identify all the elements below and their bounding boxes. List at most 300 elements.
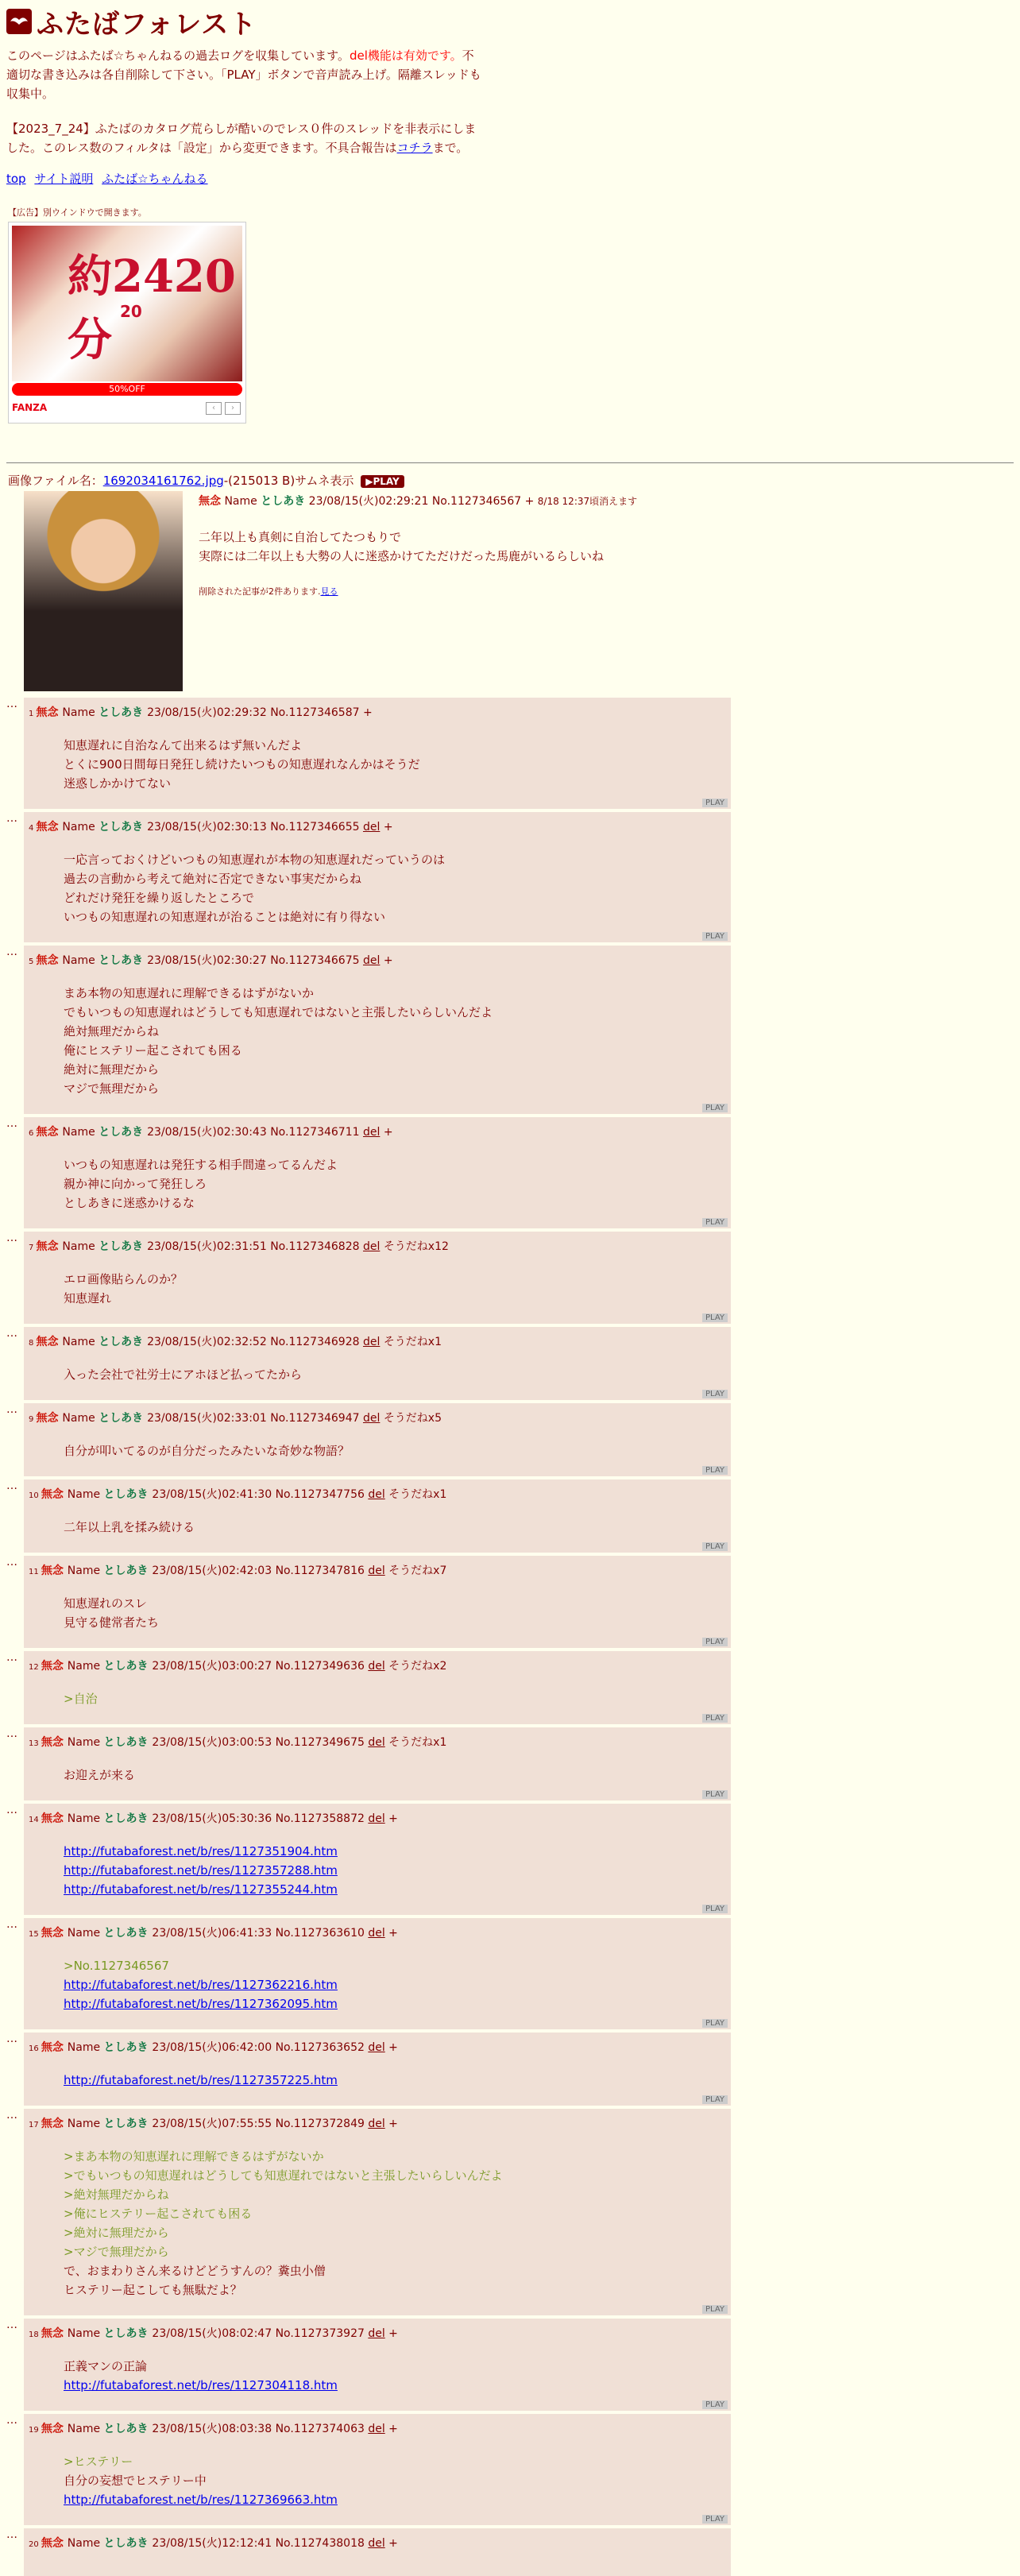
reply-body	[64, 1766, 135, 1785]
reply-line: まあ本物の知恵遅れに理解できるはずがないか	[64, 986, 315, 1000]
reply-name: としあき	[99, 821, 148, 834]
reply-name: としあき	[103, 2118, 153, 2130]
reply-post	[6, 1918, 731, 2029]
op-number[interactable]: No.1127346567	[431, 495, 522, 508]
reply-play-button[interactable]: PLAY	[702, 1905, 728, 1913]
reply-datetime: 23/08/15(火)07:55:55	[152, 2118, 276, 2130]
reply-play-button[interactable]: PLAY	[702, 1313, 728, 1322]
reply-play-button[interactable]: PLAY	[702, 2305, 728, 2314]
reply-datetime: 23/08/15(火)02:33:01	[147, 1412, 271, 1425]
reply-line: 絶対に無理だから	[64, 1062, 160, 1077]
reply-link[interactable]: http://futabaforest.net/b/res/1127351904.htm	[64, 1844, 338, 1859]
reply-number[interactable]: No.1127346828	[270, 1240, 363, 1253]
del-link[interactable]: del	[362, 954, 381, 967]
reply-subject: 無念	[41, 2423, 68, 2435]
reply-name-label: Name	[67, 2537, 104, 2550]
reply-index: 8	[29, 1339, 37, 1348]
reply-meta	[29, 2039, 398, 2055]
soudane-count[interactable]: そうだねx7	[388, 1565, 447, 1577]
ad-headline: 約2420分	[68, 250, 236, 366]
reply-meta	[29, 1333, 442, 1349]
reply-subject: 無念	[36, 954, 63, 967]
reply-plus[interactable]: +	[388, 2537, 398, 2550]
reply-name: としあき	[99, 1126, 148, 1139]
reply-name-label: Name	[67, 1927, 104, 1940]
del-link[interactable]: del	[368, 2537, 385, 2550]
reply-post	[6, 2414, 731, 2525]
reply-quote: >ヒステリー	[64, 2454, 133, 2469]
reply-datetime: 23/08/15(火)03:00:53	[152, 1736, 276, 1749]
soudane-count[interactable]: そうだねx1	[383, 1336, 442, 1348]
reply-name-label: Name	[62, 954, 99, 967]
reply-name-label: Name	[67, 2327, 104, 2340]
del-link[interactable]: del	[368, 1660, 385, 1673]
reply-post	[6, 1727, 731, 1800]
op-datetime: 23/08/15(火)02:29:21	[308, 495, 429, 508]
reply-index: 14	[29, 1816, 41, 1824]
reply-body	[64, 1441, 350, 1460]
reply-subject: 無念	[41, 1736, 68, 1749]
soudane-count[interactable]: そうだねx2	[388, 1660, 447, 1673]
op-body-line: 二年以上も真剣に自治してたつもりで	[199, 530, 402, 544]
soudane-count[interactable]: そうだねx5	[383, 1412, 442, 1425]
intro2-text: 【2023_7_24】ふたばのカタログ荒らしが酷いのでレス０件のスレッドを非表示にしました。このレス数のフィルタは「設定」から変更できます。不具合報告は	[6, 122, 477, 155]
reply-plus[interactable]: +	[383, 821, 393, 834]
reply-post	[6, 698, 731, 809]
reply-name: としあき	[99, 1412, 148, 1425]
reply-play-button[interactable]: PLAY	[702, 1466, 728, 1475]
reply-name-label: Name	[67, 2118, 104, 2130]
reply-quote: >自治	[64, 1692, 98, 1706]
reply-body	[64, 2147, 503, 2299]
reply-quote: >まあ本物の知恵遅れに理解できるはずがないか	[64, 2149, 324, 2164]
reply-dots: …	[6, 2319, 17, 2331]
reply-meta	[29, 1810, 398, 1826]
reply-quote: >No.1127346567	[64, 1959, 169, 1973]
reply-body	[64, 1270, 183, 1308]
op-subject: 無念	[199, 495, 221, 508]
reply-dots: …	[6, 946, 17, 958]
reply-line: 入った会社で社労士にアホほど払ってたから	[64, 1367, 303, 1382]
reply-datetime: 23/08/15(火)02:32:52	[147, 1336, 271, 1348]
reply-subject: 無念	[36, 1336, 63, 1348]
reply-dots: …	[6, 812, 17, 825]
reply-link[interactable]: http://futabaforest.net/b/res/1127357225.htm	[64, 2073, 338, 2087]
reply-dots: …	[6, 1918, 17, 1931]
reply-line: マジで無理だから	[64, 1081, 160, 1096]
ad-next-icon[interactable]: ›	[225, 402, 241, 415]
reply-dots: …	[6, 2033, 17, 2045]
reply-play-button[interactable]: PLAY	[702, 799, 728, 807]
reply-index: 11	[29, 1568, 41, 1576]
reply-line: お迎えが来る	[64, 1768, 136, 1782]
reply-body	[64, 2452, 338, 2509]
reply-line: 知恵遅れに自治なんて出来るはず無いんだよ	[64, 738, 303, 752]
reply-dots: …	[6, 2109, 17, 2122]
del-link[interactable]: del	[368, 2327, 385, 2340]
reply-play-button[interactable]: PLAY	[702, 1218, 728, 1227]
reply-plus[interactable]: +	[383, 954, 393, 967]
reply-index: 10	[29, 1491, 41, 1500]
reply-number[interactable]: No.1127363610	[275, 1927, 369, 1940]
ad-prev-icon[interactable]: ‹	[206, 402, 222, 415]
del-link[interactable]: del	[368, 2041, 385, 2054]
file-label: 画像ファイル名：	[8, 474, 103, 488]
reply-post	[6, 1804, 731, 1915]
reply-dots: …	[6, 1804, 17, 1816]
reply-datetime: 23/08/15(火)06:42:00	[152, 2041, 276, 2054]
reply-name: としあき	[103, 1565, 153, 1577]
del-link[interactable]: del	[368, 1565, 385, 1577]
reply-datetime: 23/08/15(火)03:00:27	[152, 1660, 276, 1673]
reply-line: 自分が叩いてるのが自分だったみたいな奇妙な物語？	[64, 1444, 350, 1458]
reply-index: 9	[29, 1415, 37, 1424]
del-link[interactable]: del	[362, 1412, 381, 1425]
intro1-text-2: 不適切な書き込みは各自削除して下さい。「PLAY」ボタンで音声読み上げ。隔離スレッドも収集中。	[6, 48, 481, 101]
reply-number[interactable]: No.1127347756	[275, 1488, 369, 1501]
reply-meta	[29, 2115, 398, 2131]
reply-play-button[interactable]: PLAY	[702, 1104, 728, 1112]
reply-datetime: 23/08/15(火)02:42:03	[152, 1565, 276, 1577]
reply-body	[64, 2357, 338, 2395]
reply-subject: 無念	[36, 821, 63, 834]
reply-play-button[interactable]: PLAY	[702, 1390, 728, 1398]
reply-link[interactable]: http://futabaforest.net/b/res/1127362095.htm	[64, 1997, 338, 2011]
reply-play-button[interactable]: PLAY	[702, 1714, 728, 1723]
reply-index: 7	[29, 1244, 37, 1252]
report-link[interactable]: コチラ	[396, 141, 433, 155]
reply-number[interactable]: No.1127374063	[275, 2423, 369, 2435]
reply-body	[64, 1365, 302, 1384]
reply-number[interactable]: No.1127346587	[270, 706, 363, 719]
reply-dots: …	[6, 698, 17, 710]
reply-name: としあき	[103, 1927, 153, 1940]
reply-line: 俺にヒステリー起こされても困る	[64, 1043, 242, 1058]
reply-plus[interactable]: +	[388, 2423, 398, 2435]
reply-plus[interactable]: +	[383, 1126, 393, 1139]
reply-number[interactable]: No.1127346928	[270, 1336, 363, 1348]
file-name-link[interactable]: 1692034161762.jpg	[102, 474, 224, 488]
reply-post	[6, 1479, 731, 1553]
reply-post	[6, 1232, 731, 1324]
intro1-text: このページはふたば☆ちゃんねるの過去ログを収集しています。	[6, 48, 350, 63]
reply-number[interactable]: No.1127349636	[275, 1660, 369, 1673]
del-link[interactable]: del	[368, 1488, 385, 1501]
reply-link[interactable]: http://futabaforest.net/b/res/1127369663.htm	[64, 2493, 338, 2507]
reply-name: としあき	[103, 1736, 153, 1749]
del-link[interactable]: del	[368, 1736, 385, 1749]
soudane-count[interactable]: そうだねx1	[388, 1488, 447, 1501]
reply-name: としあき	[99, 706, 148, 719]
ad-banner[interactable]	[8, 222, 246, 424]
op-play-button[interactable]: ▶PLAY	[361, 475, 404, 488]
reply-play-button[interactable]: PLAY	[702, 2095, 728, 2104]
reply-meta	[29, 2325, 398, 2341]
reply-datetime: 23/08/15(火)08:02:47	[152, 2327, 276, 2340]
reply-line: いつもの知恵遅れは発狂する相手間違ってるんだよ	[64, 1158, 338, 1172]
reply-number[interactable]: No.1127347816	[275, 1565, 369, 1577]
reply-dots: …	[6, 1232, 17, 1244]
reply-body	[64, 984, 493, 1098]
reply-body	[64, 1689, 98, 1708]
reply-name-label: Name	[62, 1126, 99, 1139]
reply-name: としあき	[103, 1488, 153, 1501]
reply-number[interactable]: No.1127372849	[275, 2118, 369, 2130]
ad-image[interactable]	[12, 226, 242, 381]
reply-datetime: 23/08/15(火)02:30:43	[147, 1126, 271, 1139]
op-name: としあき	[261, 495, 306, 508]
reply-subject: 無念	[36, 1240, 63, 1253]
reply-meta	[29, 1238, 449, 1254]
reply-plus[interactable]: +	[362, 706, 373, 719]
reply-datetime: 23/08/15(火)02:30:27	[147, 954, 271, 967]
reply-index: 1	[29, 710, 37, 718]
deleted-note-text: 削除された記事が2件あります.	[199, 586, 321, 597]
reply-datetime: 23/08/15(火)08:03:38	[152, 2423, 276, 2435]
reply-name: としあき	[99, 1240, 148, 1253]
reply-line: 正義マンの正論	[64, 2359, 148, 2373]
reply-line: 迷惑しかかけてない	[64, 776, 172, 791]
intro-paragraph-1	[6, 46, 483, 103]
reply-name: としあき	[103, 2041, 153, 2054]
deleted-view-link[interactable]: 見る	[320, 586, 338, 597]
reply-number[interactable]: No.1127373927	[275, 2327, 369, 2340]
reply-body	[64, 1956, 338, 2013]
deleted-note	[199, 585, 755, 598]
reply-dots: …	[6, 1327, 17, 1340]
reply-line: で、おまわりさん来るけどどうすんの？糞虫小僧	[64, 2264, 326, 2278]
reply-number[interactable]: No.1127346711	[270, 1126, 363, 1139]
reply-name-label: Name	[67, 2423, 104, 2435]
reply-dots: …	[6, 2528, 17, 2541]
site-header	[0, 0, 1020, 41]
reply-meta	[29, 2420, 398, 2436]
op-plus[interactable]: +	[524, 495, 535, 508]
del-link[interactable]: del	[362, 1240, 381, 1253]
reply-post	[6, 1327, 731, 1400]
ad-sale-bar[interactable]: 50%OFF	[12, 383, 242, 396]
reply-index: 5	[29, 957, 37, 966]
reply-number[interactable]: No.1127346947	[270, 1412, 363, 1425]
reply-index: 4	[29, 824, 37, 833]
reply-post	[6, 1651, 731, 1724]
reply-index: 16	[29, 2044, 41, 2053]
reply-datetime: 23/08/15(火)02:41:30	[152, 1488, 276, 1501]
reply-datetime: 23/08/15(火)05:30:36	[152, 1812, 276, 1825]
reply-name-label: Name	[62, 1336, 99, 1348]
reply-body	[64, 1842, 338, 1899]
reply-line: 一応言っておくけどいつもの知恵遅れが本物の知恵遅れだっていうのは	[64, 853, 446, 867]
reply-post	[6, 2033, 731, 2106]
reply-subject: 無念	[41, 2327, 68, 2340]
reply-name-label: Name	[67, 1812, 104, 1825]
reply-index: 20	[29, 2540, 41, 2549]
reply-dots: …	[6, 1117, 17, 1130]
reply-line: 見守る健常者たち	[64, 1615, 160, 1630]
reply-meta	[29, 704, 373, 720]
reply-name-label: Name	[62, 706, 99, 719]
del-link[interactable]: del	[368, 1812, 385, 1825]
reply-name: としあき	[99, 1336, 148, 1348]
reply-link[interactable]: http://futabaforest.net/b/res/1127357288.htm	[64, 1863, 338, 1878]
reply-line: 過去の言動から考えて絶対に否定できない事実だからね	[64, 872, 362, 886]
nav-futaba-link[interactable]: ふたば☆ちゃんねる	[102, 172, 208, 186]
reply-post	[6, 1117, 731, 1228]
intro-text	[0, 38, 489, 157]
reply-post	[6, 2109, 731, 2315]
reply-index: 18	[29, 2330, 41, 2339]
reply-index: 19	[29, 2426, 41, 2435]
reply-line: でもいつもの知恵遅れはどうしても知恵遅れではないと主張したいらしいんだよ	[64, 1005, 493, 1019]
reply-subject: 無念	[41, 2537, 68, 2550]
reply-subject: 無念	[36, 1126, 63, 1139]
reply-body	[64, 850, 445, 926]
reply-plus[interactable]: +	[388, 2041, 398, 2054]
reply-line: ヒステリー起こしても無駄だよ？	[64, 2283, 242, 2297]
nav-top-link[interactable]: top	[6, 172, 26, 186]
del-link[interactable]: del	[362, 1126, 381, 1139]
reply-link[interactable]: http://futabaforest.net/b/res/1127355244.htm	[64, 1882, 338, 1897]
reply-post	[6, 1403, 731, 1476]
del-link[interactable]: del	[368, 2118, 385, 2130]
reply-number[interactable]: No.1127358872	[275, 1812, 369, 1825]
reply-name-label: Name	[67, 1736, 104, 1749]
op-body-line: 実際には二年以上も大勢の人に迷惑かけてただけだった馬鹿がいるらしいね	[199, 549, 605, 563]
site-title: ふたばフォレスト	[37, 8, 257, 41]
intro-paragraph-2	[6, 119, 483, 157]
reply-name-label: Name	[67, 1660, 104, 1673]
file-size: -(215013 B)サムネ表示	[223, 474, 354, 488]
reply-subject: 無念	[41, 1565, 68, 1577]
reply-name-label: Name	[62, 1412, 99, 1425]
reply-line: 絶対無理だからね	[64, 1024, 160, 1039]
reply-number[interactable]: No.1127346675	[270, 954, 363, 967]
reply-index: 12	[29, 1663, 41, 1672]
reply-quote: >マジで無理だから	[64, 2245, 169, 2259]
op-body	[199, 528, 755, 566]
reply-plus[interactable]: +	[388, 2118, 398, 2130]
reply-name-label: Name	[67, 2041, 104, 2054]
reply-play-button[interactable]: PLAY	[702, 2400, 728, 2409]
reply-body	[64, 1155, 338, 1213]
futaba-logo-icon	[6, 9, 32, 34]
reply-name: としあき	[103, 1660, 153, 1673]
reply-line: 知恵遅れのスレ	[64, 1596, 148, 1611]
reply-link[interactable]: http://futabaforest.net/b/res/1127362216.htm	[64, 1978, 338, 1992]
reply-meta	[29, 2535, 398, 2551]
reply-number[interactable]: No.1127363652	[275, 2041, 369, 2054]
soudane-count[interactable]: そうだねx1	[388, 1736, 447, 1749]
reply-post	[6, 812, 731, 942]
reply-subject: 無念	[36, 706, 63, 719]
reply-line: 自分の妄想でヒステリー中	[64, 2474, 207, 2488]
reply-play-button[interactable]: PLAY	[702, 2019, 728, 2028]
ad-nav	[206, 402, 241, 415]
reply-plus[interactable]: +	[388, 1812, 398, 1825]
op-file-info	[8, 472, 404, 489]
reply-meta	[29, 1124, 393, 1139]
reply-plus[interactable]: +	[388, 2327, 398, 2340]
reply-name-label: Name	[67, 1488, 104, 1501]
reply-meta	[29, 1562, 446, 1578]
reply-name: としあき	[99, 954, 148, 967]
reply-number[interactable]: No.1127349675	[275, 1736, 369, 1749]
op-thumbnail[interactable]	[24, 491, 183, 691]
reply-number[interactable]: No.1127438018	[275, 2537, 369, 2550]
reply-post	[6, 2319, 731, 2411]
reply-body	[64, 1518, 195, 1537]
reply-number[interactable]: No.1127346655	[270, 821, 363, 834]
reply-play-button[interactable]: PLAY	[702, 932, 728, 941]
reply-name-label: Name	[62, 1240, 99, 1253]
reply-post	[6, 946, 731, 1114]
reply-play-button[interactable]: PLAY	[702, 2515, 728, 2524]
ad-label: 【広告】別ウインドウで開きます。	[8, 207, 147, 218]
reply-meta	[29, 1734, 446, 1750]
reply-meta	[29, 1410, 442, 1425]
nav-about-link[interactable]: サイト説明	[34, 172, 94, 186]
reply-play-button[interactable]: PLAY	[702, 1542, 728, 1551]
reply-name: としあき	[103, 2423, 153, 2435]
reply-meta	[29, 1486, 446, 1502]
divider	[6, 462, 1014, 463]
reply-index: 13	[29, 1739, 41, 1748]
del-notice: del機能は有効です。	[349, 48, 462, 63]
reply-subject: 無念	[41, 1812, 68, 1825]
reply-play-button[interactable]: PLAY	[702, 1638, 728, 1646]
reply-subject: 無念	[41, 2118, 68, 2130]
reply-name: としあき	[103, 2537, 153, 2550]
del-link[interactable]: del	[368, 1927, 385, 1940]
reply-link[interactable]: http://futabaforest.net/b/res/1127304118.htm	[64, 2378, 338, 2392]
reply-datetime: 23/08/15(火)02:30:13	[147, 821, 271, 834]
reply-dots: …	[6, 1651, 17, 1664]
reply-line: どれだけ発狂を繰り返したところで	[64, 891, 254, 905]
del-link[interactable]: del	[362, 1336, 381, 1348]
reply-quote: >でもいつもの知恵遅れはどうしても知恵遅れではないと主張したいらしいんだよ	[64, 2168, 503, 2183]
reply-subject: 無念	[41, 1488, 68, 1501]
reply-post	[6, 1556, 731, 1648]
reply-subject: 無念	[36, 1412, 63, 1425]
reply-line: としあきに迷惑かけるな	[64, 1196, 195, 1210]
reply-play-button[interactable]: PLAY	[702, 1790, 728, 1799]
reply-datetime: 23/08/15(火)02:29:32	[147, 706, 271, 719]
reply-body	[64, 1594, 159, 1632]
reply-line: 二年以上乳を揉み続ける	[64, 1520, 195, 1534]
reply-subject: 無念	[41, 2041, 68, 2054]
reply-datetime: 23/08/15(火)02:31:51	[147, 1240, 271, 1253]
reply-index: 17	[29, 2121, 41, 2129]
del-link[interactable]: del	[362, 821, 381, 834]
ad-brand: FANZA	[12, 402, 48, 413]
del-link[interactable]: del	[368, 2423, 385, 2435]
op-name-label: Name	[224, 495, 257, 508]
reply-meta	[29, 1924, 398, 1940]
reply-line: エロ画像貼らんのか？	[64, 1272, 184, 1286]
op-expire: 8/18 12:37頃消えます	[537, 496, 638, 507]
reply-plus[interactable]: +	[388, 1927, 398, 1940]
reply-meta	[29, 818, 393, 834]
reply-body	[64, 736, 420, 793]
reply-subject: 無念	[41, 1660, 68, 1673]
reply-index: 6	[29, 1129, 37, 1138]
top-nav	[0, 170, 1020, 187]
reply-subject: 無念	[41, 1927, 68, 1940]
op-meta	[199, 493, 755, 509]
ad-subheadline: 20	[120, 302, 142, 321]
soudane-count[interactable]: そうだねx12	[383, 1240, 449, 1253]
reply-line: いつもの知恵遅れの知恵遅れが治ることは絶対に有り得ない	[64, 910, 386, 924]
